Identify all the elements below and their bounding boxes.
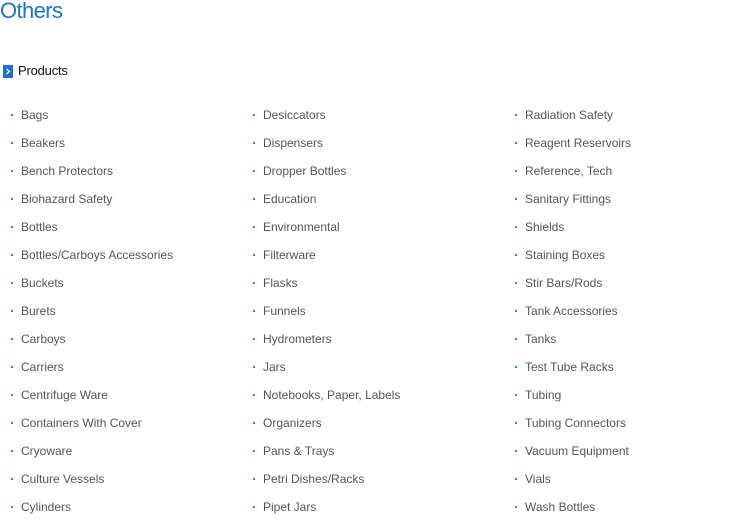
bullet-icon (515, 170, 517, 172)
product-column-2 (253, 101, 400, 521)
product-category-link[interactable] (515, 409, 631, 437)
product-category-label: Vacuum Equipment (525, 444, 629, 458)
product-category-label: Reagent Reservoirs (525, 136, 632, 150)
bullet-icon (11, 282, 13, 284)
bullet-icon (515, 506, 517, 508)
bullet-icon (515, 282, 517, 284)
product-category-link[interactable] (11, 157, 173, 185)
product-category-label: Tubing Connectors (525, 416, 626, 430)
product-category-link[interactable] (253, 409, 400, 437)
product-category-label: Tank Accessories (525, 304, 618, 318)
product-category-link[interactable] (253, 269, 400, 297)
product-category-label: Petri Dishes/Racks (263, 472, 365, 486)
product-category-label: Culture Vessels (21, 472, 105, 486)
bullet-icon (253, 394, 255, 396)
product-category-label: Beakers (21, 136, 66, 150)
bullet-icon (515, 422, 517, 424)
product-category-label: Dispensers (263, 136, 324, 150)
bullet-icon (515, 394, 517, 396)
product-category-link[interactable] (11, 241, 173, 269)
product-category-label: Flasks (263, 276, 298, 290)
product-category-link[interactable] (253, 381, 400, 409)
product-category-link[interactable] (253, 465, 400, 493)
bullet-icon (11, 506, 13, 508)
product-category-link[interactable] (11, 353, 173, 381)
product-category-link[interactable] (253, 241, 400, 269)
bullet-icon (253, 450, 255, 452)
bullet-icon (253, 254, 255, 256)
product-category-label: Environmental (263, 220, 340, 234)
bullet-icon (515, 478, 517, 480)
product-category-label: Buckets (21, 276, 64, 290)
product-category-label: Radiation Safety (525, 108, 614, 122)
product-category-link[interactable] (515, 297, 631, 325)
product-category-link[interactable] (11, 437, 173, 465)
bullet-icon (253, 338, 255, 340)
product-category-link[interactable] (515, 353, 631, 381)
bullet-icon (253, 310, 255, 312)
product-category-label: Pipet Jars (263, 500, 317, 514)
product-category-label: Wash Bottles (525, 500, 596, 514)
bullet-icon (253, 114, 255, 116)
product-category-label: Education (263, 192, 317, 206)
bullet-icon (515, 142, 517, 144)
product-category-link[interactable] (253, 353, 400, 381)
product-category-label: Burets (21, 304, 56, 318)
product-category-label: Dropper Bottles (263, 164, 347, 178)
product-category-label: Cryoware (21, 444, 73, 458)
bullet-icon (253, 478, 255, 480)
product-category-link[interactable] (515, 157, 631, 185)
bullet-icon (253, 170, 255, 172)
bullet-icon (253, 226, 255, 228)
bullet-icon (515, 450, 517, 452)
bullet-icon (515, 366, 517, 368)
chevron-right-icon (3, 65, 13, 78)
product-category-label: Bench Protectors (21, 164, 114, 178)
product-category-label: Bags (21, 108, 49, 122)
product-category-link[interactable] (515, 493, 631, 521)
section-header (3, 63, 68, 79)
product-category-label: Staining Boxes (525, 248, 606, 262)
product-category-label: Biohazard Safety (21, 192, 113, 206)
product-category-link[interactable] (253, 437, 400, 465)
bullet-icon (11, 478, 13, 480)
product-category-label: Containers With Cover (21, 416, 142, 430)
bullet-icon (11, 142, 13, 144)
product-category-label: Test Tube Racks (525, 360, 614, 374)
product-category-link[interactable] (515, 381, 631, 409)
bullet-icon (11, 310, 13, 312)
bullet-icon (11, 226, 13, 228)
bullet-icon (253, 366, 255, 368)
bullet-icon (11, 338, 13, 340)
bullet-icon (515, 226, 517, 228)
product-category-label: Funnels (263, 304, 306, 318)
product-category-label: Tubing (525, 388, 562, 402)
product-category-link[interactable] (11, 381, 173, 409)
bullet-icon (11, 114, 13, 116)
bullet-icon (11, 198, 13, 200)
product-category-label: Cylinders (21, 500, 72, 514)
product-category-link[interactable] (515, 185, 631, 213)
product-category-link[interactable] (515, 269, 631, 297)
product-category-list (0, 101, 735, 529)
bullet-icon (515, 198, 517, 200)
product-category-link[interactable] (253, 129, 400, 157)
page-title: Others (0, 0, 63, 23)
product-category-label: Filterware (263, 248, 316, 262)
product-category-label: Desiccators (263, 108, 326, 122)
bullet-icon (11, 170, 13, 172)
product-category-label: Carboys (21, 332, 66, 346)
product-category-link[interactable] (253, 213, 400, 241)
bullet-icon (515, 254, 517, 256)
product-category-link[interactable] (253, 493, 400, 521)
bullet-icon (253, 422, 255, 424)
product-category-link[interactable] (515, 213, 631, 241)
product-category-label: Shields (525, 220, 565, 234)
product-category-link[interactable] (11, 297, 173, 325)
bullet-icon (253, 282, 255, 284)
bullet-icon (11, 422, 13, 424)
product-category-link[interactable] (11, 493, 173, 521)
product-column-1 (11, 101, 173, 521)
bullet-icon (515, 114, 517, 116)
product-category-label: Carriers (21, 360, 64, 374)
product-category-link[interactable] (11, 213, 173, 241)
section-title: Products (18, 63, 68, 78)
product-category-link[interactable] (11, 465, 173, 493)
bullet-icon (253, 142, 255, 144)
product-category-link[interactable] (515, 129, 631, 157)
product-category-label: Tanks (525, 332, 557, 346)
product-category-label: Notebooks, Paper, Labels (263, 388, 401, 402)
bullet-icon (11, 254, 13, 256)
product-category-link[interactable] (515, 325, 631, 353)
product-column-3 (515, 101, 631, 521)
bullet-icon (253, 506, 255, 508)
product-category-link[interactable] (11, 129, 173, 157)
product-category-label: Bottles (21, 220, 58, 234)
product-category-link[interactable] (11, 269, 173, 297)
bullet-icon (515, 338, 517, 340)
product-category-label: Bottles/Carboys Accessories (21, 248, 174, 262)
product-category-label: Sanitary Fittings (525, 192, 612, 206)
product-category-link[interactable] (11, 409, 173, 437)
bullet-icon (11, 366, 13, 368)
bullet-icon (515, 310, 517, 312)
product-category-link[interactable] (253, 157, 400, 185)
bullet-icon (11, 450, 13, 452)
product-category-label: Reference, Tech (525, 164, 613, 178)
product-category-label: Pans & Trays (263, 444, 335, 458)
product-category-link[interactable] (253, 185, 400, 213)
product-category-label: Stir Bars/Rods (525, 276, 603, 290)
product-category-link[interactable] (11, 101, 173, 129)
bullet-icon (11, 394, 13, 396)
product-category-link[interactable] (11, 185, 173, 213)
product-category-link[interactable] (11, 325, 173, 353)
product-category-link[interactable] (515, 437, 631, 465)
product-category-label: Vials (525, 472, 551, 486)
product-category-link[interactable] (515, 465, 631, 493)
product-category-label: Organizers (263, 416, 322, 430)
product-category-label: Jars (263, 360, 286, 374)
product-category-label: Hydrometers (263, 332, 332, 346)
product-category-link[interactable] (253, 297, 400, 325)
product-category-link[interactable] (515, 101, 631, 129)
product-category-label: Centrifuge Ware (21, 388, 108, 402)
product-category-link[interactable] (515, 241, 631, 269)
bullet-icon (253, 198, 255, 200)
product-category-link[interactable] (253, 325, 400, 353)
product-category-link[interactable] (253, 101, 400, 129)
